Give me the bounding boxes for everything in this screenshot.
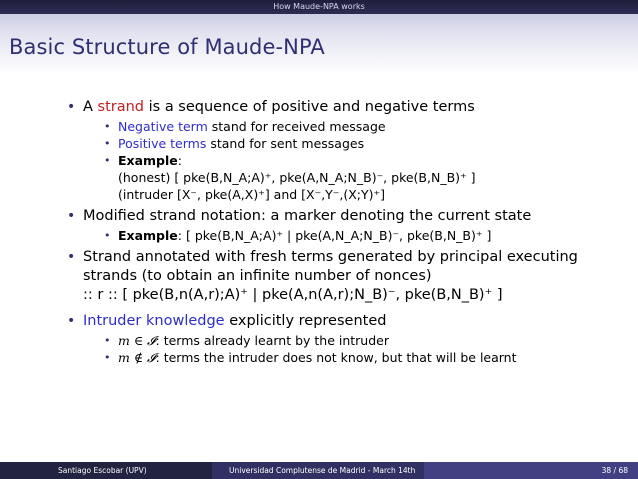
section-nav-title[interactable]: How Maude-NPA works <box>273 2 365 11</box>
top-nav-bar <box>0 0 638 14</box>
sub-bullet-known-terms: • m ∈ 𝓘: terms already learnt by the intruder <box>104 333 389 348</box>
bullet-icon: • <box>104 229 111 242</box>
bullet-strand-definition: • A strand is a sequence of positive and negative terms <box>67 99 475 115</box>
sub-bullet-example: • Example: <box>104 153 182 168</box>
slide-content <box>0 98 638 366</box>
bullet-icon: • <box>67 208 76 224</box>
footer-page-section <box>424 462 638 479</box>
bullet-intruder-knowledge: • Intruder knowledge explicitly represented <box>67 313 387 329</box>
example-honest-strand: (honest) [ pke(B,N_A;A)⁺, pke(A,N_A;N_B)⁻, pke(B,N_B)⁺ ] <box>118 170 476 185</box>
footer-bar <box>0 462 638 479</box>
example-intruder-strands: (intruder [X⁻, pke(A,X)⁺] and [X⁻,Y⁻,(X;Y)⁺] <box>118 187 386 202</box>
sub-bullet-positive-terms: • Positive terms stand for sent messages <box>104 136 365 151</box>
page-number: 38 / 68 <box>601 466 628 475</box>
footer-venue-section <box>212 462 424 479</box>
sub-bullet-marker-example: • Example: [ pke(B,N_A;A)⁺ | pke(A,N_A;N_B)⁻, pke(B,N_B)⁺ ] <box>104 228 492 243</box>
bullet-icon: • <box>104 120 111 133</box>
footer-author-section <box>0 462 212 479</box>
strand-term: strand <box>97 99 145 115</box>
sub-bullet-unknown-terms: • m ∉ 𝓘: terms the intruder does not know, but that will be learnt <box>104 350 517 365</box>
footer-venue: Universidad Complutense de Madrid - March 14th <box>229 466 416 475</box>
bullet-icon: • <box>104 351 111 364</box>
bullet-icon: • <box>104 154 111 167</box>
slide-title: Basic Structure of Maude-NPA <box>9 35 325 59</box>
bullet-icon: • <box>104 137 111 150</box>
bullet-icon: • <box>104 334 111 347</box>
bullet-fresh-terms-line2: strands (to obtain an infinite number of nonces) <box>83 268 432 284</box>
sub-bullet-negative-term: • Negative term stand for received message <box>104 119 386 134</box>
bullet-icon: • <box>67 313 76 329</box>
bullet-fresh-terms-formula: :: r :: [ pke(B,n(A,r);A)⁺ | pke(A,n(A,r);N_B)⁻, pke(B,N_B)⁺ ] <box>83 287 503 303</box>
title-bar <box>0 14 638 74</box>
footer-author: Santiago Escobar (UPV) <box>58 466 147 475</box>
bullet-icon: • <box>67 249 76 265</box>
bullet-modified-notation: • Modified strand notation: a marker denoting the current state <box>67 208 532 224</box>
bullet-icon: • <box>67 99 76 115</box>
bullet-fresh-terms: • Strand annotated with fresh terms generated by principal executing <box>67 249 578 265</box>
